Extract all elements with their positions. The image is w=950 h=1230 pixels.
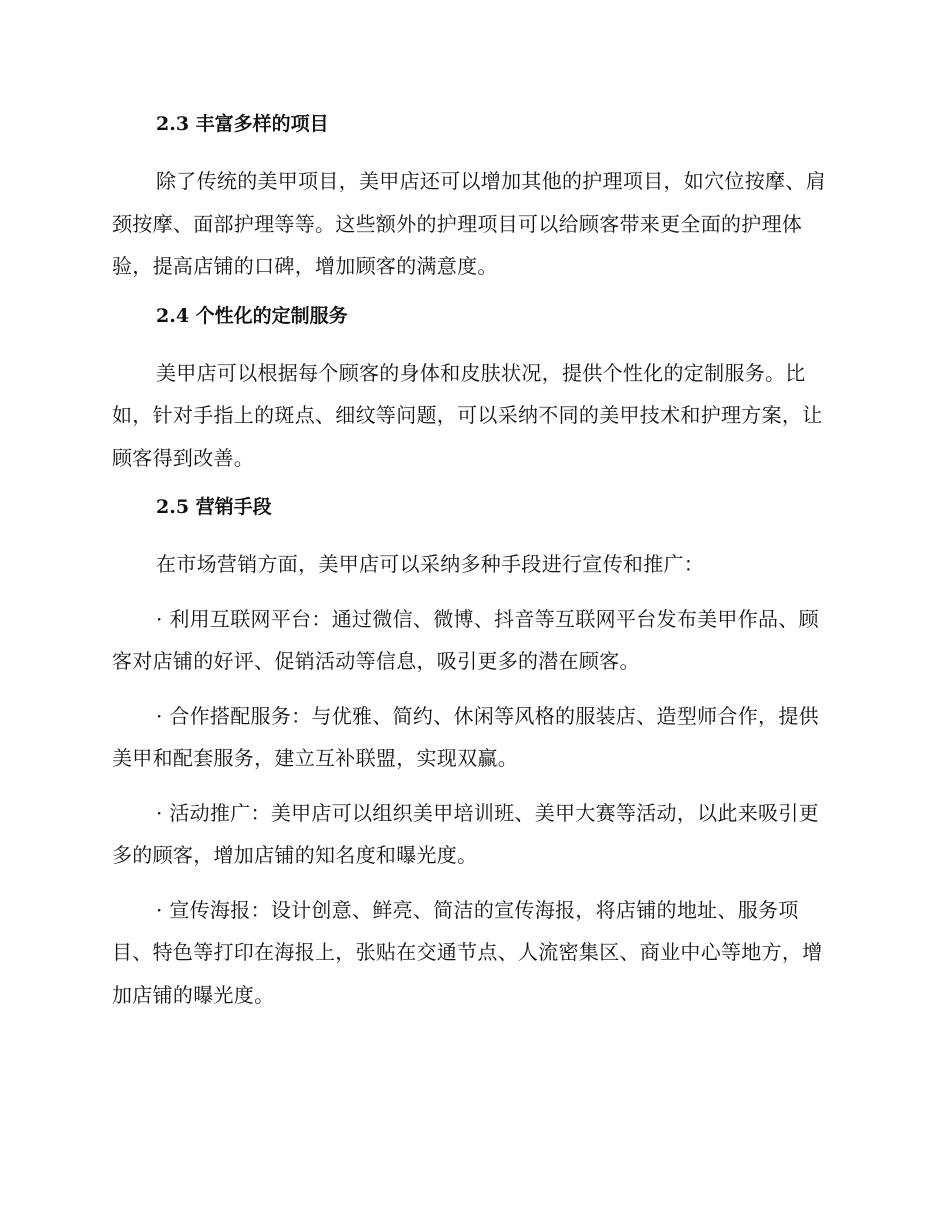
bullet-paragraph: · 活动推广：美甲店可以组织美甲培训班、美甲大赛等活动，以此来吸引更多的顾客，增加店铺的知名度和曝光度。 <box>112 800 819 867</box>
section-heading: 2.5 营销手段 <box>156 496 272 518</box>
bullet-paragraph: · 合作搭配服务：与优雅、简约、休闲等风格的服装店、造型师合作，提供美甲和配套服务，建立互补联盟，实现双赢。 <box>112 703 819 770</box>
section-heading: 2.3 丰富多样的项目 <box>156 113 329 135</box>
document-page <box>112 108 832 1016</box>
bullet-paragraph: · 利用互联网平台：通过微信、微博、抖音等互联网平台发布美甲作品、顾客对店铺的好评、促销活动等信息，吸引更多的潜在顾客。 <box>112 606 819 673</box>
paragraph: 在市场营销方面，美甲店可以采纳多种手段进行宣传和推广： <box>156 552 705 576</box>
section-heading: 2.4 个性化的定制服务 <box>156 304 348 327</box>
paragraph: 除了传统的美甲项目，美甲店还可以增加其他的护理项目，如穴位按摩、肩颈按摩、面部护理等等。这些额外的护理项目可以给顾客带来更全面的护理体验，提高店铺的口碑，增加顾客的满意度。 <box>112 169 826 278</box>
bullet-paragraph: · 宣传海报：设计创意、鲜亮、简洁的宣传海报，将店铺的地址、服务项目、特色等打印在海报上，张贴在交通节点、人流密集区、商业中心等地方，增加店铺的曝光度。 <box>112 897 823 1007</box>
paragraph: 美甲店可以根据每个顾客的身体和皮肤状况，提供个性化的定制服务。比如，针对手指上的斑点、细纹等问题，可以采纳不同的美甲技术和护理方案，让顾客得到改善。 <box>112 360 823 470</box>
